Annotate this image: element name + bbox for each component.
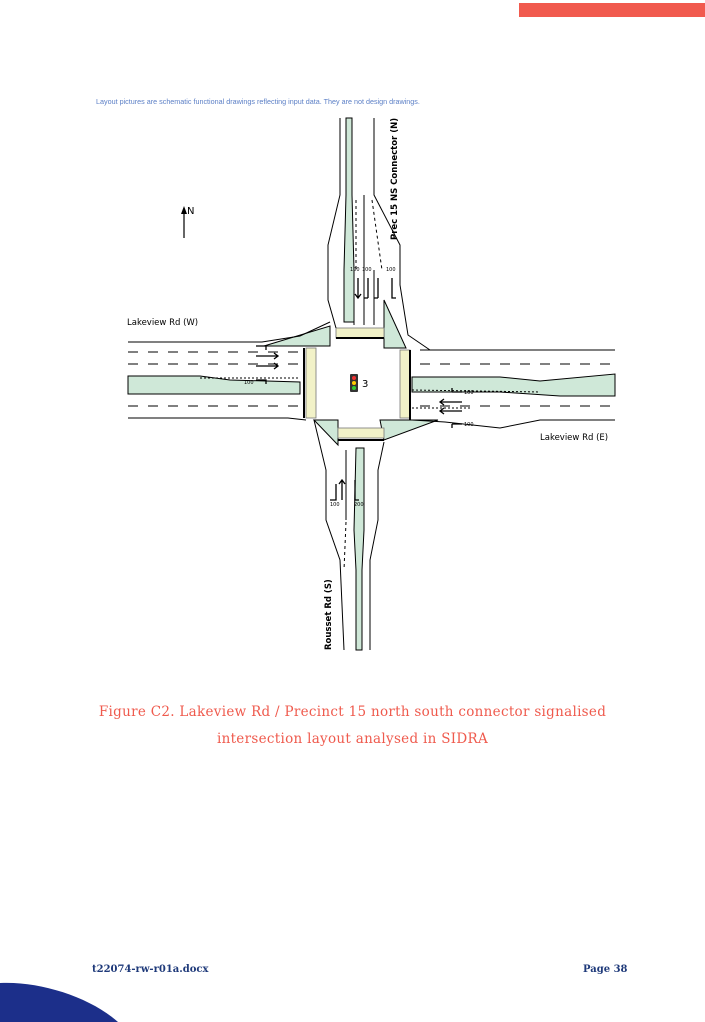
se-island xyxy=(380,420,438,440)
sw-island xyxy=(314,420,338,445)
footer-page-number: Page 38 xyxy=(583,964,628,975)
south-crossing xyxy=(338,428,384,438)
north-median xyxy=(344,118,354,322)
south-median xyxy=(354,448,364,650)
west-crossing xyxy=(306,348,316,418)
road-label-south: Rousset Rd (S) xyxy=(324,579,334,650)
east-crossing xyxy=(400,350,410,418)
lane-length: 200 xyxy=(354,502,364,508)
site-number: 3 xyxy=(362,379,369,390)
ne-island xyxy=(384,300,406,348)
lane-length: 100 xyxy=(244,380,254,386)
east-median xyxy=(412,374,615,396)
road-label-east: Lakeview Rd (E) xyxy=(540,433,609,443)
figure-caption-line-1: Figure C2. Lakeview Rd / Precinct 15 north south connector signalised xyxy=(98,704,607,720)
west-median xyxy=(128,376,300,394)
north-label: N xyxy=(187,206,195,217)
lane-length: 100 xyxy=(464,390,474,396)
figure-caption-line-2: intersection layout analysed in SIDRA xyxy=(216,731,489,747)
disclaimer-text: Layout pictures are schematic functional drawings reflecting input data. They are not design drawings. xyxy=(96,97,420,106)
north-crossing xyxy=(336,328,384,338)
road-label-west: Lakeview Rd (W) xyxy=(127,318,199,328)
traffic-signal-icon xyxy=(350,374,358,392)
lane-length: 100 xyxy=(330,502,340,508)
lane-length: 100 xyxy=(464,422,474,428)
road-label-north: Prec 15 NS Connector (N) xyxy=(390,117,400,240)
corner-swoosh xyxy=(0,975,130,1022)
lane-length: 100 xyxy=(386,267,396,273)
lane-length: 100 xyxy=(350,267,360,273)
lane-length: 100 xyxy=(362,267,372,273)
footer-doc-id: t22074-rw-r01a.docx xyxy=(92,964,209,975)
